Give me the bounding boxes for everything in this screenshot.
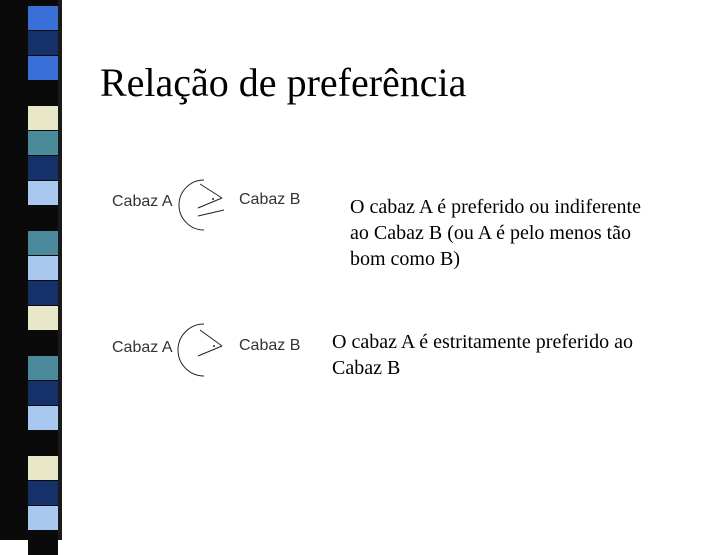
stripe-cell <box>28 431 58 455</box>
relation-2-description: O cabaz A é estritamente preferido ao Cabaz B <box>332 331 633 379</box>
stripe-cell <box>28 456 58 480</box>
stripe-cell <box>28 156 58 180</box>
relation-1-right-label: Cabaz B <box>239 191 301 208</box>
relation-2-right-label: Cabaz B <box>239 337 301 354</box>
stripe-cell <box>28 406 58 430</box>
stripe-cell <box>28 181 58 205</box>
stripe-cell <box>28 106 58 130</box>
relation-2-left-label: Cabaz A <box>112 339 173 356</box>
stripe-cell <box>28 306 58 330</box>
stripe-cell <box>28 56 58 80</box>
stripe-cell <box>28 531 58 555</box>
stripe-cell <box>28 256 58 280</box>
stripe-cell <box>28 81 58 105</box>
stripe-cell <box>28 481 58 505</box>
weak-preference-symbol <box>176 178 232 234</box>
stripe-cell <box>28 506 58 530</box>
stripe-cell <box>28 281 58 305</box>
relation-1-description: O cabaz A é preferido ou indiferente ao Cabaz B (ou A é pelo menos tão bom como B) <box>350 196 641 270</box>
stripe-cell <box>28 356 58 380</box>
relation-1-left-label: Cabaz A <box>112 193 173 210</box>
stripe-cell <box>28 331 58 355</box>
slide-title: Relação de preferência <box>100 60 467 105</box>
stripe-cell <box>28 231 58 255</box>
stripe-cell <box>28 381 58 405</box>
stripe-cell <box>28 6 58 30</box>
stripe-cell <box>28 206 58 230</box>
stripe-cell <box>28 31 58 55</box>
stripe-cell <box>28 131 58 155</box>
stripe-edge <box>58 0 62 540</box>
strict-preference-symbol <box>176 322 232 378</box>
decorative-stripe-bar <box>0 0 58 540</box>
